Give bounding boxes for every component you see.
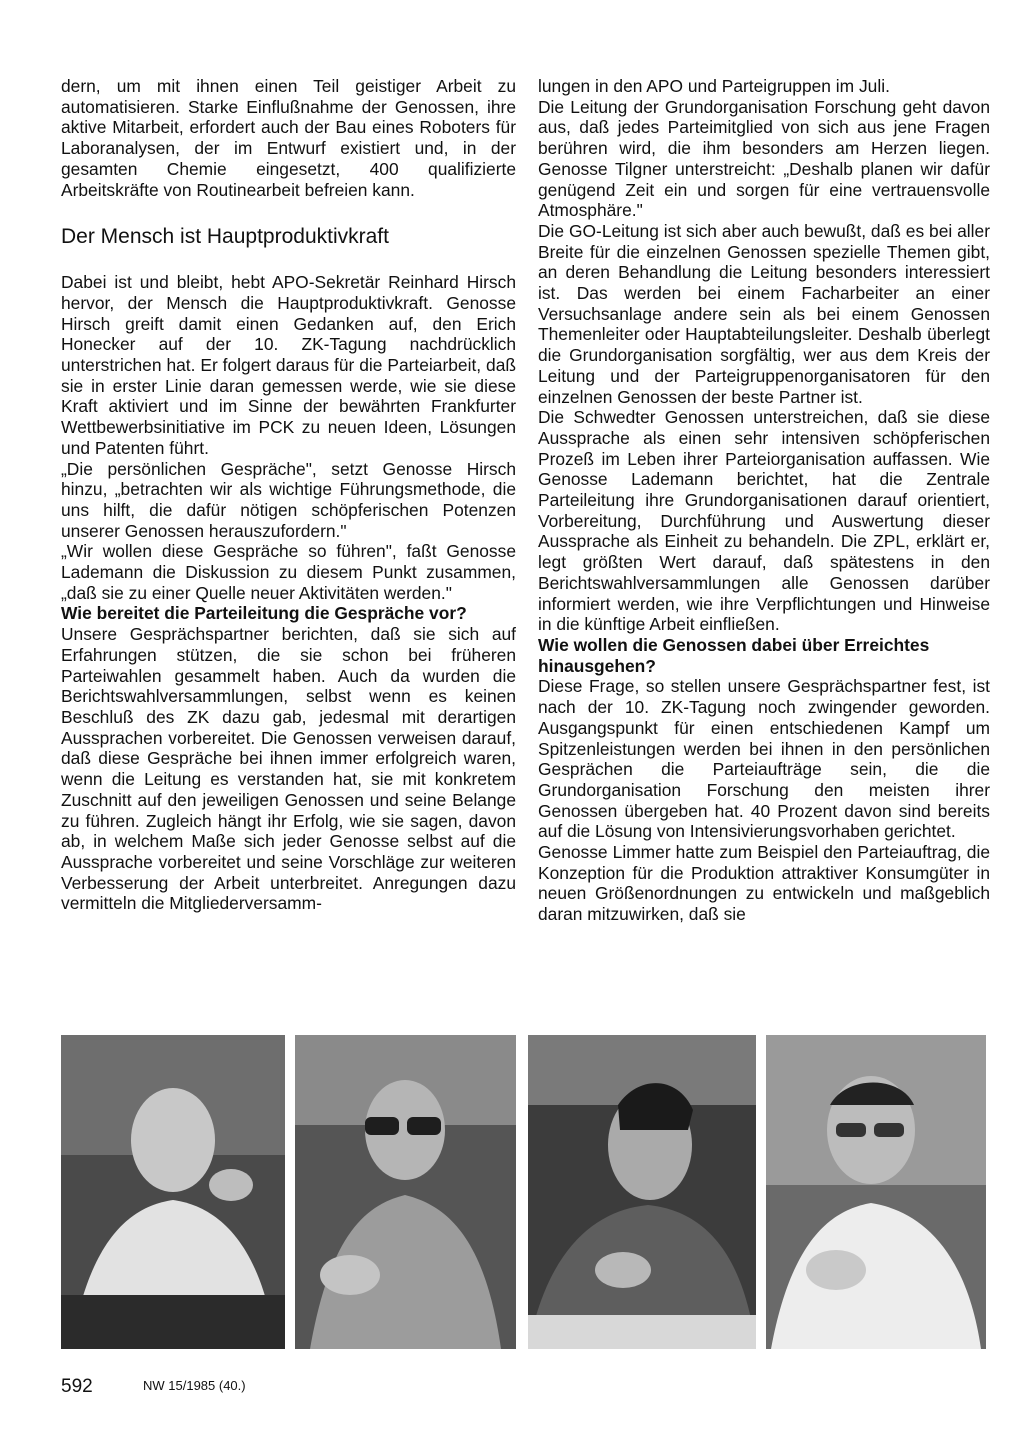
photo-strip [61, 1035, 986, 1349]
left-column [61, 76, 516, 914]
page-footer [61, 1376, 246, 1398]
paragraph: Die Schwedter Genossen unterstreichen, daß sie diese Aussprache als einen sehr intensiven schöpferischen Prozeß im Leben ihrer Parteiorganisation auffassen. Wie Genosse Lademann berichtet, hat die Zentrale Parteileitung ihre Grundorganisationen darauf orientiert, Vorbereitung, Durchführung und Auswertung dieser Aussprache als Einheit zu behandeln. Die ZPL, erklärt er, legt größten Wert darauf, daß spätestens in den Berichtswahlversammlungen alle Genossen darüber informiert werden, wie ihre Verpflichtungen und Hinweise in die künftige Arbeit einfließen. [538, 407, 990, 635]
paragraph: Genosse Limmer hatte zum Beispiel den Parteiauftrag, die Konzeption für die Produktion attraktiver Konsumgüter in neuen Größenordnungen zu entwickeln und maßgeblich daran mitzuwirken, daß sie [538, 842, 990, 925]
paragraph: lungen in den APO und Parteigruppen im Juli. [538, 76, 890, 96]
section-heading: Der Mensch ist Hauptproduktivkraft [61, 225, 389, 249]
question-subheading: Wie wollen die Genossen dabei über Erreichtes hinausgehen? [538, 634, 930, 676]
page-number: 592 [61, 1376, 93, 1397]
paragraph: „Wir wollen diese Gespräche so führen", faßt Genosse Lademann die Diskussion zu diesem Punkt zusammen, „daß sie zu einer Quelle neuer Aktivitäten werden." [61, 541, 516, 603]
portrait-photo [295, 1035, 516, 1349]
paragraph: „Die persönlichen Gespräche", setzt Genosse Hirsch hinzu, „betrachten wir als wichtige Führungsmethode, die uns hilft, die dafür nötigen schöpferischen Potenzen unserer Genossen herauszufordern." [61, 458, 516, 541]
portrait-photo [61, 1035, 285, 1349]
paragraph: Die Leitung der Grundorganisation Forschung geht davon aus, daß jedes Parteimitglied von sich aus jene Fragen berühren wird, die ihm besonders am Herzen liegen. Genosse Tilgner unterstreicht: „Deshalb planen wir dafür genügend Zeit ein und sorgen für eine vertrauensvolle Atmosphäre." [538, 96, 990, 221]
portrait-photo [766, 1035, 986, 1349]
paragraph: Diese Frage, so stellen unsere Gesprächspartner fest, ist nach der 10. ZK-Tagung noch zwingender geworden. Ausgangspunkt für einen entschiedenen Kampf um Spitzenleistungen werden bei ihnen in den persönlichen Gesprächen die Parteiaufträge sein, die die Grundorganisation Forschung den meisten ihrer Genossen übergeben hat. 40 Prozent davon sind bereits auf die Lösung von Intensivierungsvorhaben gerichtet. [538, 676, 990, 842]
paragraph: dern, um mit ihnen einen Teil geistiger Arbeit zu automatisieren. Starke Einflußnahme der Genossen, ihre aktive Mitarbeit, erfordert auch der Bau eines Roboters für Laboranalysen, der im Entwurf existiert und, in der gesamten Chemie eingesetzt, 400 qualifizierte Arbeitskräfte von Routinearbeit befreien kann. [61, 76, 516, 200]
paragraph: Die GO-Leitung ist sich aber auch bewußt, daß es bei aller Breite für die einzelnen Genossen spezielle Themen gibt, an deren Behandlung die Leitung besonders interessiert ist. Das werden bei einem Facharbeiter an einer Versuchsanlage andere sein als bei einem Genossen Themenleiter oder Hauptabteilungsleiter. Deshalb überlegt die Grundorganisation sorgfältig, wer aus dem Kreis der Leitung und der Parteigruppenorganisatoren für den einzelnen Genossen der beste Partner ist. [538, 220, 990, 407]
paragraph: Unsere Gesprächspartner berichten, daß sie sich auf Erfahrungen stützen, die sie schon bei früheren Parteiwahlen gesammelt haben. Auch da wurden die Berichtswahlversammlungen, selbst wenn es keinen Beschluß des ZK dazu gab, jedesmal mit derartigen Aussprachen vorbereitet. Die Genossen verweisen darauf, daß diese Gespräche bei ihnen immer erfolgreich waren, wenn die Leitung es verstanden hat, sie mit konkretem Zuschnitt auf den jeweiligen Genossen und seine Belange zu führen. Zugleich hängt ihr Erfolg, wie sie sagen, davon ab, in welchem Maße sich jeder Genosse selbst auf die Aussprache vorbereitet und seine Vorschläge zur weiteren Verbesserung der Arbeit unterbreitet. Anregungen dazu vermitteln die Mitgliederversamm- [61, 624, 516, 914]
portrait-photo [528, 1035, 756, 1349]
right-column [538, 76, 990, 925]
question-subheading: Wie bereitet die Parteileitung die Gespräche vor? [61, 603, 467, 624]
paragraph: Dabei ist und bleibt, hebt APO-Sekretär Reinhard Hirsch hervor, der Mensch die Hauptproduktivkraft. Genosse Hirsch greift damit einen Gedanken auf, den Erich Honecker auf der 10. ZK-Tagung nachdrücklich unterstrichen hat. Er folgert daraus für die Parteiarbeit, daß sie in erster Linie daran gemessen werde, wie sie diese Kraft aktiviert und im Sinne der bewährten Frankfurter Wettbewerbsinitiative im PCK zu neuen Ideen, Lösungen und Patenten führt. [61, 272, 516, 458]
issue-reference: NW 15/1985 (40.) [143, 1378, 246, 1393]
